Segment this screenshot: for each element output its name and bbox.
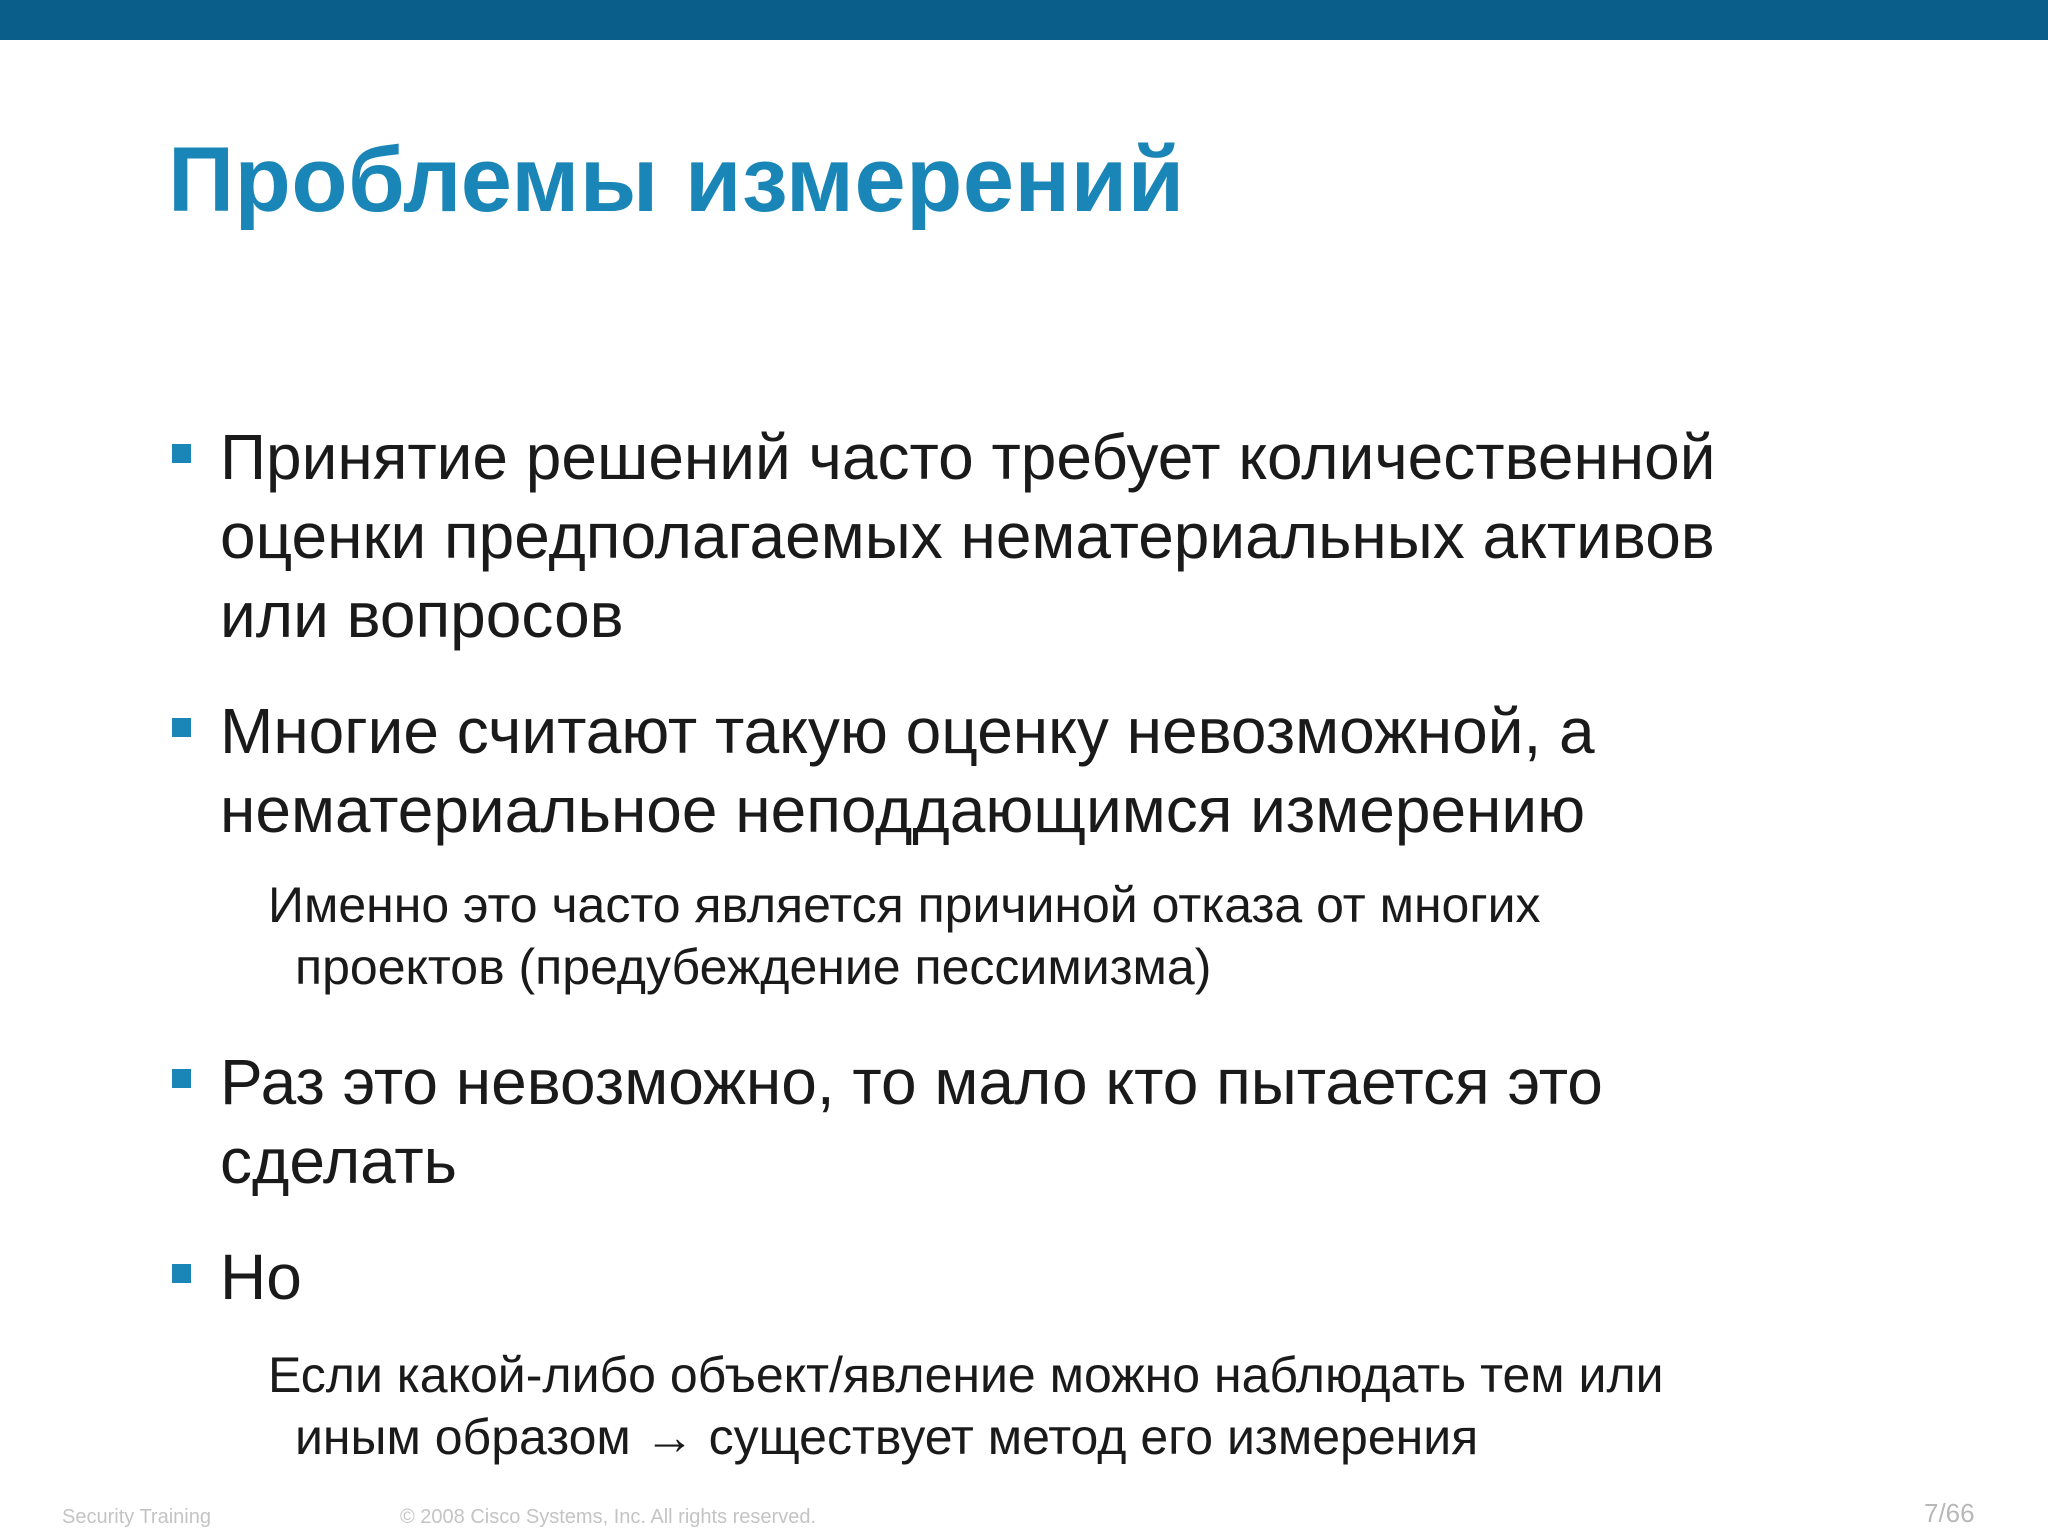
square-bullet-icon: [172, 1264, 191, 1283]
bullet-line: Принятие решений часто требует количественной: [220, 421, 1716, 493]
footer-course-name: Security Training: [62, 1506, 211, 1528]
square-bullet-icon: [172, 1069, 191, 1088]
square-bullet-icon: [172, 444, 191, 463]
sub-point: [268, 1344, 1664, 1468]
square-bullet-icon: [172, 718, 191, 737]
bullet-line: Раз это невозможно, то мало кто пытается это: [220, 1046, 1603, 1118]
top-bar: [0, 0, 2048, 40]
bullet-line: оценки предполагаемых нематериальных активов: [220, 500, 1715, 572]
bullet-line: Многие считают такую оценку невозможной, а: [220, 695, 1595, 767]
bullet-text: [220, 1238, 302, 1317]
sub-point-line: Если какой-либо объект/явление можно наблюдать тем или: [268, 1347, 1664, 1403]
bullet-text: [220, 692, 1595, 850]
page-number: 7/66: [1924, 1498, 1975, 1528]
bullet-line: сделать: [220, 1125, 457, 1197]
bullet-text: [220, 1043, 1603, 1201]
bullet-line: или вопросов: [220, 579, 624, 651]
slide-title: Проблемы измерений: [168, 129, 1185, 231]
bullet-text: [220, 418, 1715, 655]
sub-point-line: проектов (предубеждение пессимизма): [295, 939, 1212, 995]
bullet-line: Но: [220, 1241, 302, 1313]
sub-point-line: иным образом → существует метод его измерения: [295, 1409, 1479, 1465]
bullet-line: нематериальное неподдающимся измерению: [220, 774, 1586, 846]
sub-point-line: Именно это часто является причиной отказа от многих: [268, 877, 1541, 933]
footer-copyright: © 2008 Cisco Systems, Inc. All rights reserved.: [400, 1506, 817, 1528]
sub-point: [268, 874, 1541, 998]
